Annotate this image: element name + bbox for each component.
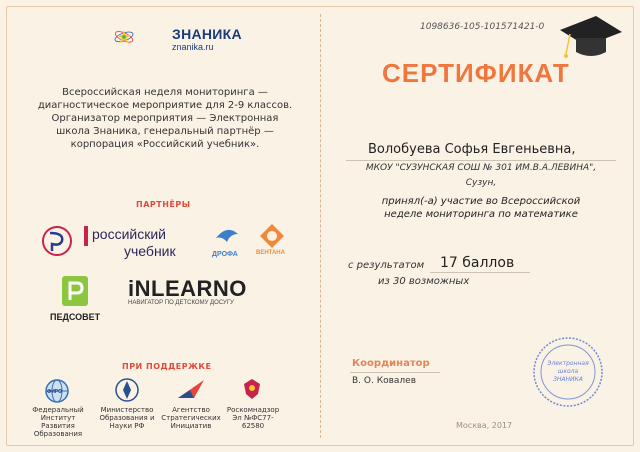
support-title: ПРИ ПОДДЕРЖКЕ — [122, 362, 212, 371]
stamp-text: Электронная школа ЗНАНИКА — [547, 360, 589, 383]
roskomnadzor-label: Роскомнадзор Эл №ФС77-62580 — [226, 406, 280, 430]
participation-line1: принял(-а) участие во Всероссийской — [381, 196, 581, 207]
rosuchebnik-bar — [84, 226, 88, 246]
ventana-label: ВЕНТАНА — [256, 250, 285, 256]
minobr-emblem-icon — [114, 376, 140, 404]
coordinator-label: Координатор — [352, 358, 430, 369]
coordinator-name: В. О. Ковалев — [352, 376, 417, 386]
center-divider — [320, 14, 321, 438]
coordinator-underline — [350, 372, 440, 373]
firo-label: Федеральный Институт Развития Образования — [32, 406, 84, 438]
inlearno-subtitle: НАВИГАТОР ПО ДЕТСКОМУ ДОСУГУ — [128, 300, 234, 306]
pedsovet-label: ПЕДСОВЕТ — [50, 312, 101, 322]
partners-title: ПАРТНЁРЫ — [136, 200, 191, 209]
drofa-bird-icon — [212, 222, 242, 252]
result-score: 17 баллов — [440, 255, 515, 271]
participation-line2: неделе мониторинга по математике — [384, 209, 578, 220]
rosuchebnik-line2: учебник — [124, 243, 176, 259]
result-of: из 30 возможных — [378, 276, 470, 287]
score-underline — [430, 272, 530, 273]
logo-name: ЗНАНИКА — [172, 26, 242, 42]
recipient-name: Волобуева Софья Евгеньевна, — [368, 142, 576, 157]
certificate-serial: 1098636-105-101571421-0 — [420, 22, 545, 32]
recipient-city: Сузун, — [465, 178, 497, 188]
place-year: Москва, 2017 — [456, 421, 513, 430]
school-stamp — [530, 334, 606, 410]
rosuchebnik-line1: российский — [92, 226, 166, 242]
rosuchebnik-emblem-icon — [40, 224, 74, 258]
asi-label: Агентство Стратегических Инициатив — [161, 406, 221, 430]
asi-arrow-icon — [176, 378, 206, 400]
result-prefix: с результатом — [348, 260, 425, 271]
inlearno-logo: iNLEARNO — [128, 276, 247, 301]
russian-eagle-icon — [240, 376, 264, 402]
firo-badge: ФИРО — [47, 389, 63, 395]
certificate-title: СЕРТИФИКАТ — [382, 58, 570, 88]
drofa-label: ДРОФА — [212, 251, 238, 258]
logo-site: znanika.ru — [172, 42, 214, 52]
minobr-label: Министерство Образования и Науки РФ — [99, 406, 155, 430]
znanika-logo-icon — [112, 16, 172, 56]
pedsovet-icon — [62, 276, 88, 306]
recipient-school: МКОУ "СУЗУНСКАЯ СОШ № 301 ИМ.В.А.ЛЕВИНА", — [365, 163, 597, 173]
ventana-icon — [258, 222, 286, 250]
participation-text — [346, 195, 616, 221]
name-underline — [346, 160, 616, 161]
event-description: Всероссийская неделя мониторинга — диагностическое мероприятие для 2-9 классов. Организатор мероприятия — Электронная школа Знаника, генеральный партнёр — корпорация «Российский учебник». — [37, 87, 293, 150]
